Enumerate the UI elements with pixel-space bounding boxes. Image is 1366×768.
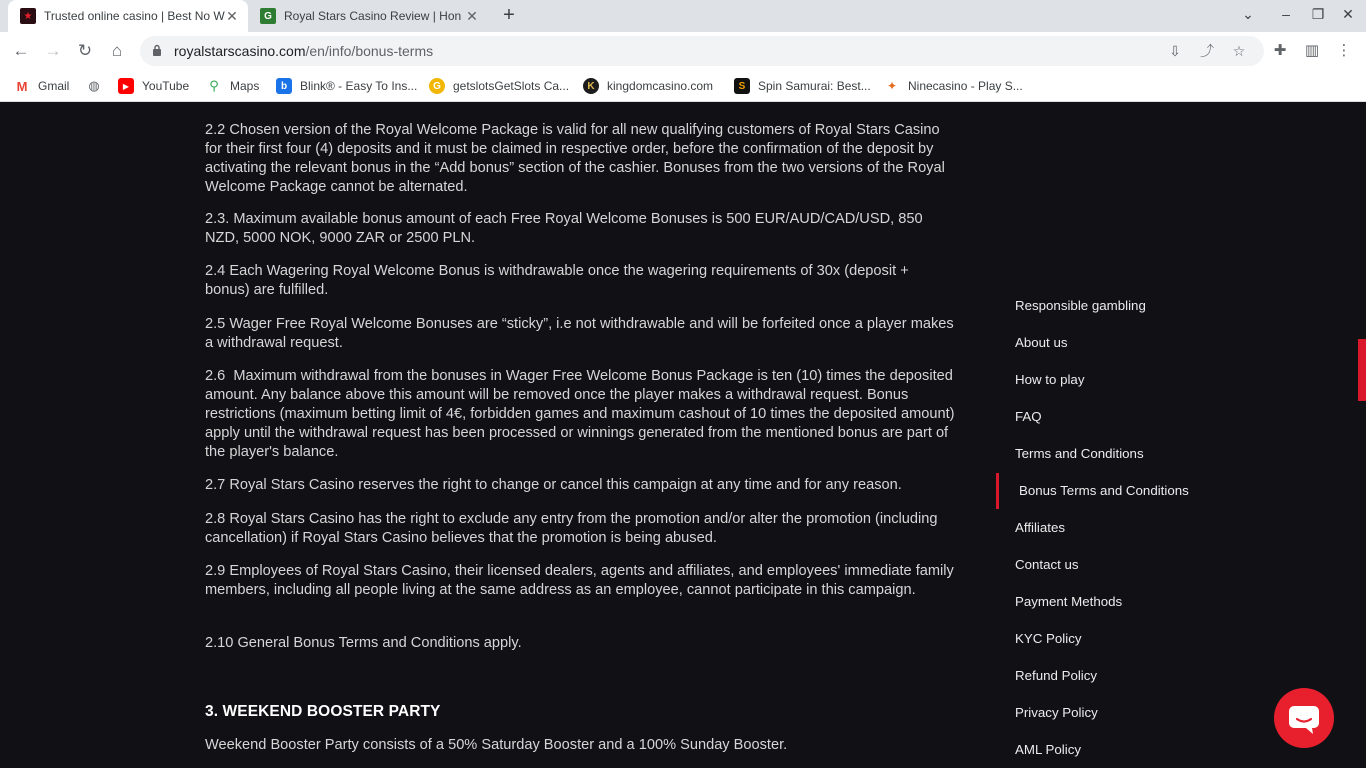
blink-icon: b (276, 78, 292, 94)
active-nav-indicator (996, 473, 999, 509)
bookmark-star-icon[interactable]: ☆ (1232, 43, 1246, 59)
globe-icon: ◍ (86, 78, 102, 94)
terms-paragraph: 2.5 Wager Free Royal Welcome Bonuses are “sticky”, i.e not withdrawable and will be forfeited once a player makes a withdrawal request. (205, 316, 954, 351)
review-site-favicon-icon: G (260, 8, 276, 24)
url-path: /en/info/bonus-terms (305, 43, 434, 59)
bookmark-maps[interactable] (206, 77, 259, 95)
close-icon[interactable]: ✕ (466, 8, 478, 24)
bookmark-label: Maps (230, 79, 260, 93)
terms-paragraph: 2.8 Royal Stars Casino has the right to exclude any entry from the promotion and/or alter the promotion (including cancellation) if Royal Stars Casino believes that the promotion is being abused. (205, 511, 938, 546)
nav-kyc-policy[interactable]: KYC Policy (1015, 631, 1082, 646)
chat-bubble-icon (1274, 688, 1334, 748)
side-panel-icon[interactable]: ▥ (1304, 42, 1320, 59)
browser-toolbar (0, 32, 1366, 70)
scrollbar-thumb[interactable] (1358, 339, 1366, 401)
minimize-icon[interactable]: – (1282, 6, 1290, 22)
window-close-icon[interactable]: ✕ (1342, 6, 1354, 22)
nav-payment-methods[interactable]: Payment Methods (1015, 594, 1123, 609)
tab-title: Trusted online casino | Best No W (44, 9, 225, 23)
bookmark-kingdomcasino[interactable] (583, 77, 713, 95)
extensions-puzzle-icon[interactable]: ✚ (1273, 42, 1287, 59)
terms-paragraph: 2.6 Maximum withdrawal from the bonuses in Wager Free Welcome Bonus Package is ten (10) times the deposited amount. Any balance above this amount will be removed once the player makes a withdrawal request. Bonus restrictions (maximum betting limit of 4€, forbidden games and maximum cashout of 10 times the deposited amount) apply until the withdrawal request has been processed or winnings generated from the mentioned bonus are part of the player's balance. (205, 368, 955, 460)
royal-stars-favicon-icon: ★ (20, 8, 36, 24)
nav-contact-us[interactable]: Contact us (1015, 557, 1079, 572)
url-text[interactable] (174, 43, 433, 59)
terms-paragraph: 2.2 Chosen version of the Royal Welcome Package is valid for all new qualifying customers of Royal Stars Casino for their first four (4) deposits and it must be claimed in respective order, before the confirmation of the deposit by activating the relevant bonus in the “Add bonus” section of the cashier. Bonuses from the two versions of the Royal Welcome Package cannot be alternated. (205, 122, 945, 195)
bookmark-ninecasino[interactable] (884, 77, 1023, 95)
bookmark-label: Spin Samurai: Best... (758, 79, 871, 93)
url-host: royalstarscasino.com (174, 43, 306, 59)
bookmark-label: Gmail (38, 79, 70, 93)
nav-aml-policy[interactable]: AML Policy (1015, 742, 1082, 757)
nav-about-us[interactable]: About us (1015, 335, 1068, 350)
live-chat-button[interactable] (1274, 688, 1334, 748)
kingdom-icon: K (583, 78, 599, 94)
nav-responsible-gambling[interactable]: Responsible gambling (1015, 298, 1146, 313)
terms-paragraph: 2.7 Royal Stars Casino reserves the right to change or cancel this campaign at any time and for any reason. (205, 477, 902, 493)
bookmark-label: Ninecasino - Play S... (908, 79, 1023, 93)
nav-terms-and-conditions[interactable]: Terms and Conditions (1015, 446, 1144, 461)
nav-privacy-policy[interactable]: Privacy Policy (1015, 705, 1098, 720)
youtube-icon: ▶ (118, 78, 134, 94)
bookmark-label: getslotsGetSlots Ca... (453, 79, 570, 93)
menu-kebab-icon[interactable]: ⋮ (1336, 42, 1352, 59)
home-icon[interactable]: ⌂ (111, 41, 123, 60)
bookmark-label: Blink® - Easy To Ins... (300, 79, 418, 93)
install-app-icon[interactable]: ⇩ (1169, 43, 1181, 59)
bookmark-youtube[interactable] (118, 77, 189, 95)
forward-arrow-icon[interactable]: → (44, 41, 62, 60)
ninecasino-icon: ✦ (884, 78, 900, 94)
close-icon[interactable]: ✕ (226, 8, 238, 24)
section-intro: Weekend Booster Party consists of a 50% Saturday Booster and a 100% Sunday Booster. (205, 737, 788, 753)
bookmark-label: kingdomcasino.com (607, 79, 714, 93)
nav-affiliates[interactable]: Affiliates (1015, 520, 1066, 535)
getslots-icon: G (429, 78, 445, 94)
bookmarks-bar (0, 70, 1366, 102)
lock-icon[interactable] (152, 44, 162, 56)
terms-paragraph: 2.10 General Bonus Terms and Conditions apply. (205, 635, 522, 651)
nav-bonus-terms-and-conditions[interactable]: Bonus Terms and Conditions (1019, 483, 1189, 498)
share-icon[interactable]: ⤴ (1200, 43, 1214, 59)
bookmark-gmail[interactable] (14, 77, 69, 95)
terms-paragraph: 2.4 Each Wagering Royal Welcome Bonus is withdrawable once the wagering requirements of 30x (deposit + bonus) are fulfilled. (205, 263, 909, 298)
terms-paragraph: 2.9 Employees of Royal Stars Casino, their licensed dealers, agents and affiliates, and employees' immediate family members, including all people living at the same address as an employee, cannot participate in this campaign. (205, 563, 954, 598)
tab-search-chevron-icon[interactable]: ⌄ (1242, 6, 1254, 22)
back-arrow-icon[interactable]: ← (12, 41, 30, 60)
gmail-icon: M (14, 78, 30, 94)
nav-how-to-play[interactable]: How to play (1015, 372, 1085, 387)
tab-strip (0, 0, 1366, 32)
bookmark-label: YouTube (142, 79, 190, 93)
restore-icon[interactable]: ❐ (1311, 6, 1325, 22)
address-bar[interactable] (140, 36, 1264, 66)
new-tab-plus-icon[interactable]: + (503, 4, 515, 26)
terms-paragraph: 2.3. Maximum available bonus amount of each Free Royal Welcome Bonuses is 500 EUR/AUD/CAD/USD, 850 NZD, 5000 NOK, 9000 ZAR or 2500 PLN. (205, 211, 923, 246)
spin-samurai-icon: S (734, 78, 750, 94)
section-heading: 3. WEEKEND BOOSTER PARTY (205, 703, 441, 720)
bookmark-spin-samurai[interactable] (734, 77, 871, 95)
tab-royal-stars-review[interactable] (248, 0, 488, 32)
maps-icon: ⚲ (206, 78, 222, 94)
bookmark-blink[interactable] (276, 77, 417, 95)
bookmark-getslots[interactable] (429, 77, 569, 95)
bookmark-globe[interactable] (86, 77, 110, 95)
page-content (0, 103, 1366, 768)
tab-trusted-online-casino[interactable] (8, 0, 248, 32)
nav-refund-policy[interactable]: Refund Policy (1015, 668, 1098, 683)
reload-icon[interactable]: ↻ (77, 41, 93, 60)
tab-title: Royal Stars Casino Review | Hon (284, 9, 462, 23)
nav-faq[interactable]: FAQ (1015, 409, 1042, 424)
